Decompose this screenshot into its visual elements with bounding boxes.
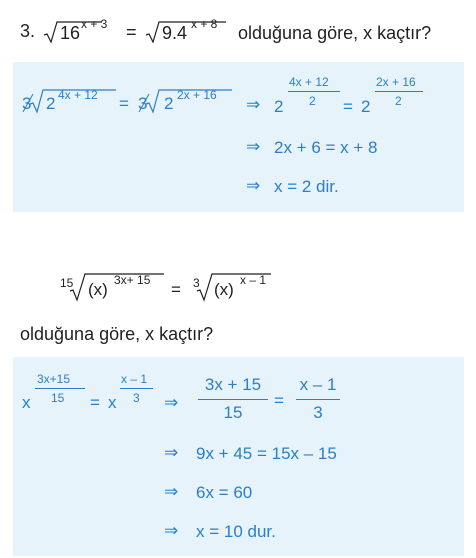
s2-base-2: x [108,393,117,412]
q1-prompt: olduğuna göre, x kaçtır? [238,23,432,43]
question-number: 3. [20,21,36,41]
s2-line-4: x = 10 dur. [196,522,276,541]
s2-frac-bar-1 [198,399,268,400]
s1-pow-bar-1 [288,91,340,92]
s2-den-1: 15 [51,391,65,405]
s1-exp-left: 4x + 12 [58,88,98,102]
s2-frac-den-2: 3 [313,403,323,422]
s1-line-2: 2x + 6 = x + 8 [274,138,378,157]
s1-root-index-right: 3 [138,94,148,113]
implies-icon: ⇒ [164,393,179,412]
q1-equals: = [126,22,137,42]
s2-frac-den-1: 15 [223,403,243,422]
s2-frac-num-2: x – 1 [299,375,337,394]
q1-rhs-base: 9.4 [162,23,188,43]
implies-icon: ⇒ [246,176,261,195]
q2-radicand-right: (x) [214,280,234,299]
s2-bar-1 [35,388,85,389]
s2-num-2: x – 1 [121,372,148,386]
implies-icon: ⇒ [164,521,179,540]
q2-exp-right: x – 1 [240,273,267,287]
s2-equals: = [90,393,100,412]
s2-den-2: 3 [133,391,140,405]
q2-root-index-right: 3 [193,276,200,290]
s1-pow-num-2: 2x + 16 [376,75,416,89]
s1-line-3: x = 2 dir. [274,177,339,196]
s2-line-3: 6x = 60 [196,483,253,502]
s2-line-2: 9x + 45 = 15x – 15 [196,444,337,463]
s1-pow-den-2: 2 [395,94,402,108]
q2-exp-left: 3x+ 15 [114,273,151,287]
q1-rhs-exponent: x + 8 [191,17,218,31]
s1-pow-num-1: 4x + 12 [289,75,329,89]
s2-frac-num-1: 3x + 15 [204,375,262,394]
q2-equals: = [171,280,181,299]
implies-icon: ⇒ [246,137,261,156]
s1-exp-right: 2x + 16 [177,88,217,102]
q1-lhs-exponent: x + 3 [81,17,108,31]
s1-pow-den-1: 2 [309,94,316,108]
s2-frac-equals: = [274,391,284,410]
implies-icon: ⇒ [246,95,261,114]
s1-base-left: 2 [46,94,56,113]
q2-radicand-left: (x) [88,280,108,299]
implies-icon: ⇒ [164,482,179,501]
s1-pow-base-2: 2 [361,97,371,116]
s1-pow-equals: = [343,97,353,116]
q2-prompt: olduğuna göre, x kaçtır? [20,324,214,344]
s2-bar-2 [120,388,153,389]
implies-icon: ⇒ [164,443,179,462]
q1-lhs-base: 16 [60,23,81,43]
s2-num-1: 3x+15 [37,372,71,386]
s1-base-right: 2 [164,94,174,113]
s1-equals: = [119,94,129,113]
s1-root-index-left: 3 [22,94,32,113]
s2-base-1: x [22,393,31,412]
q2-root-index-left: 15 [60,276,74,290]
s2-frac-bar-2 [296,399,340,400]
s1-pow-base-1: 2 [274,97,284,116]
s1-pow-bar-2 [375,91,423,92]
